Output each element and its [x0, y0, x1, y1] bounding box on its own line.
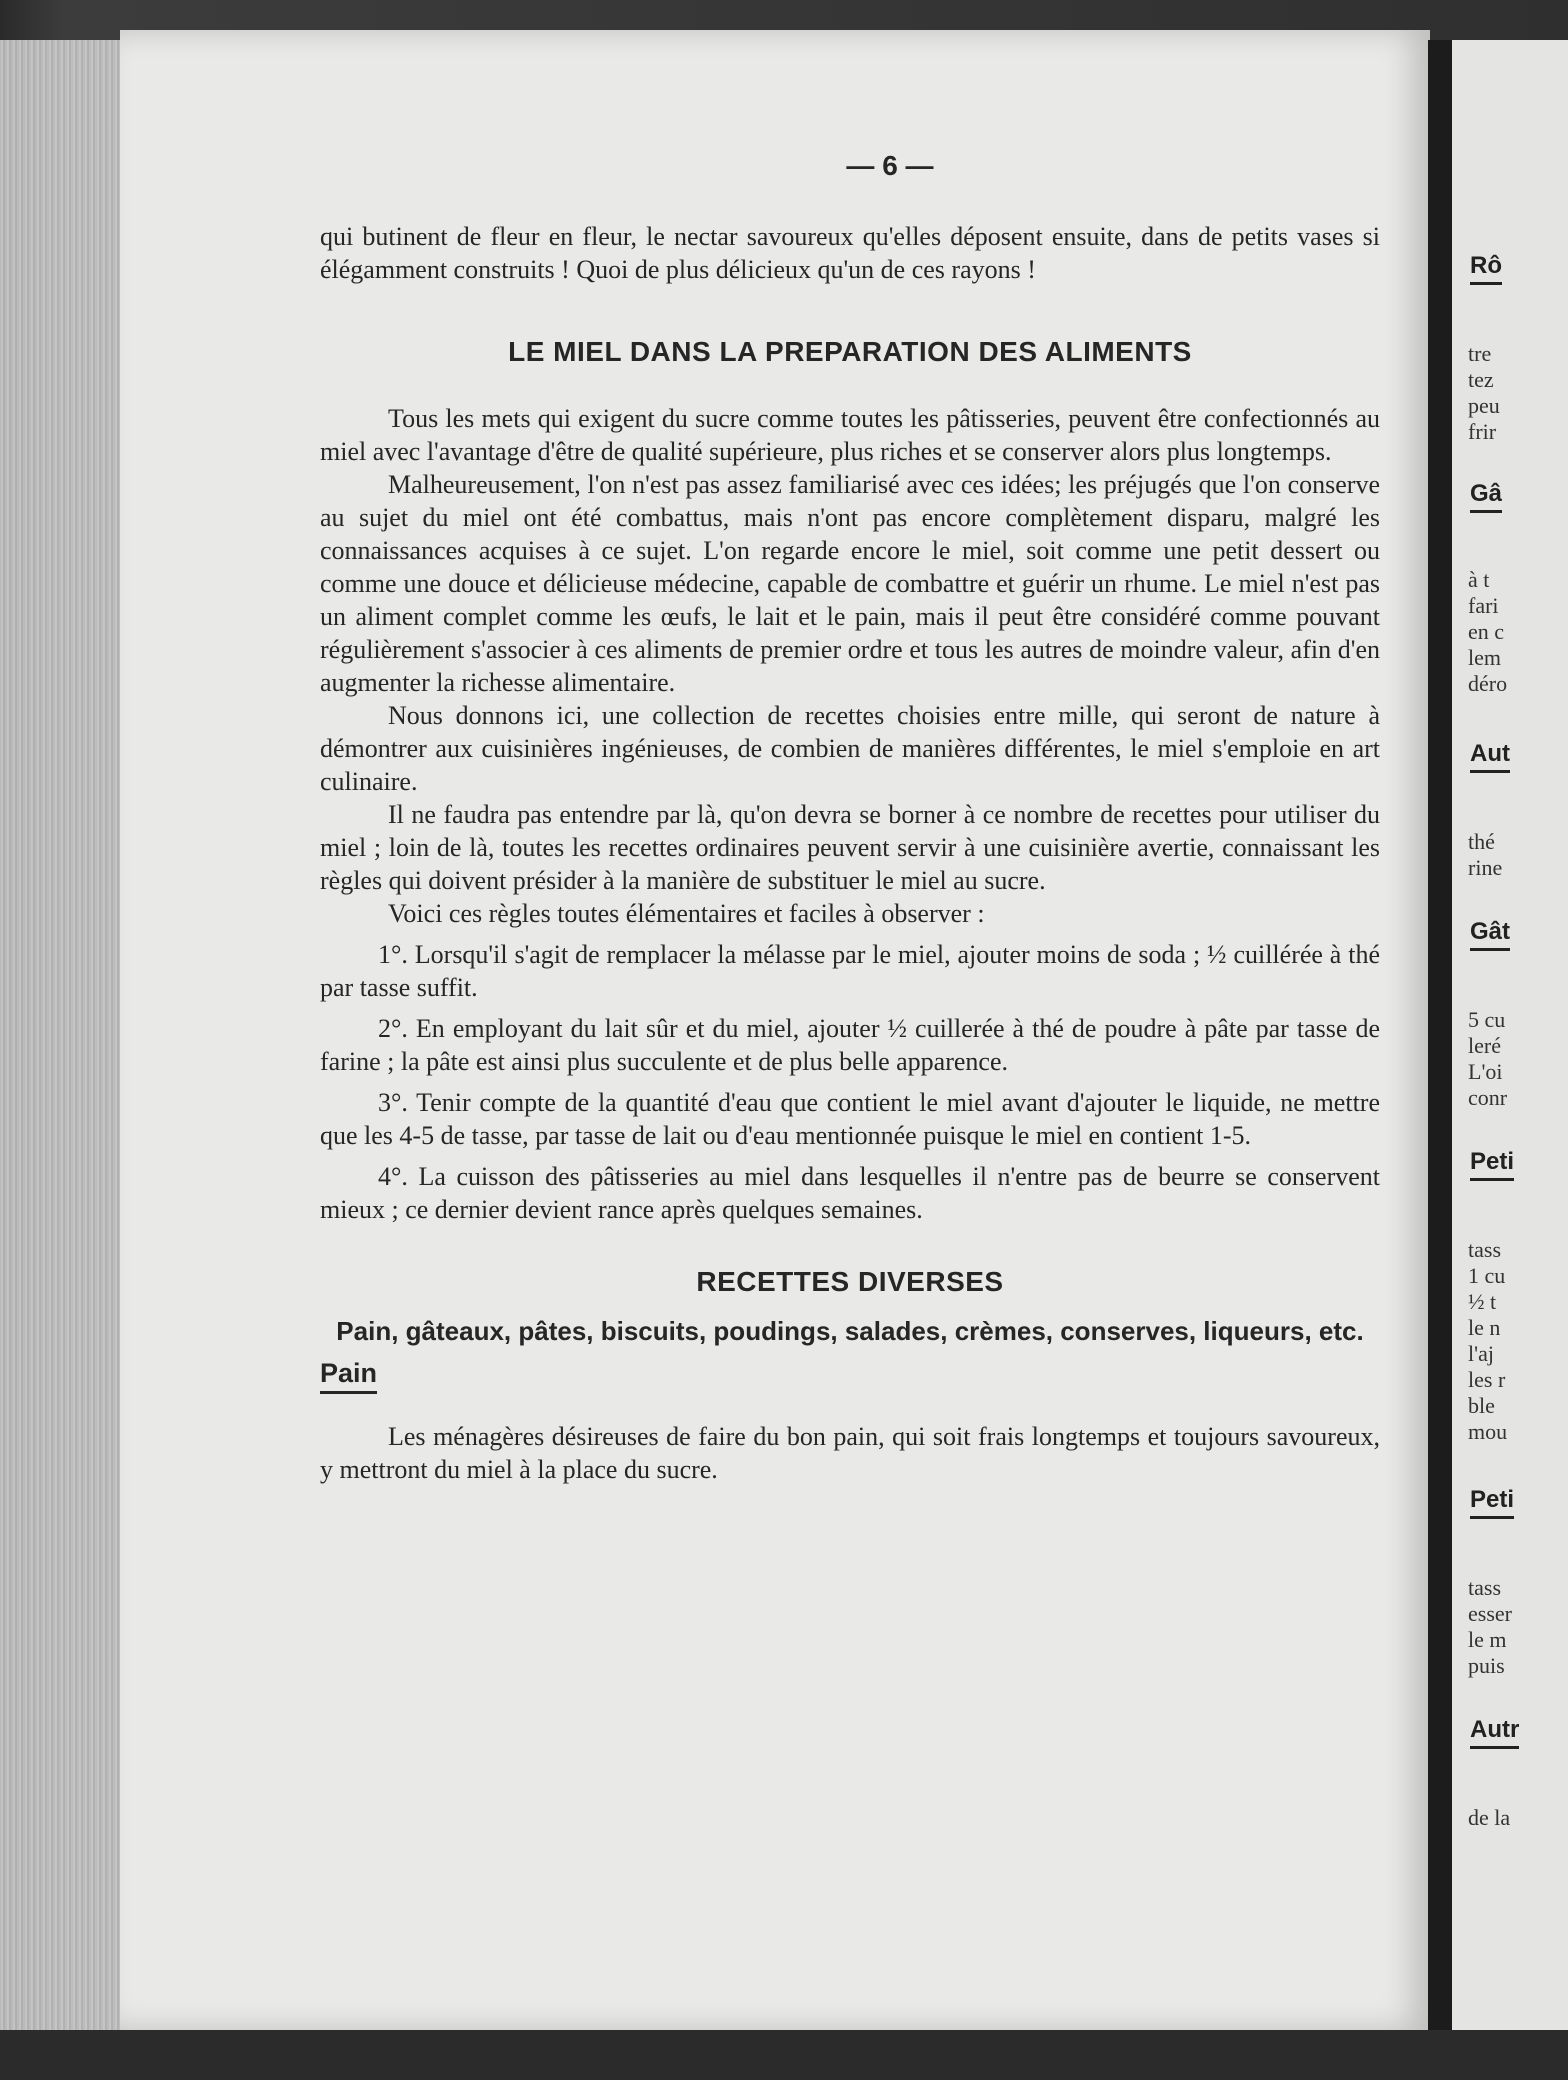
right-page-line: fari [1468, 593, 1499, 618]
right-page-line: ble [1468, 1393, 1495, 1418]
right-page-line: tass [1468, 1575, 1501, 1600]
right-page-line: puis [1468, 1653, 1505, 1678]
rule-item: 3°. Tenir compte de la quantité d'eau que contient le miel avant d'ajouter le liquide, ne mettre que les 4-5 de tasse, par tasse de lait ou d'eau mentionnée puisque le miel en contient 1-5. [320, 1088, 1380, 1150]
rule-item: 4°. La cuisson des pâtisseries au miel dans lesquelles il n'entre pas de beurre se conservent mieux ; ce dernier devient rance après quelques semaines. [320, 1162, 1380, 1224]
right-page-line: conr [1468, 1085, 1508, 1110]
right-page-heading: Gâ [1470, 480, 1502, 513]
right-page-line: 1 cu [1468, 1263, 1506, 1288]
right-page-line: ½ t [1468, 1289, 1497, 1314]
right-page-line: L'oi [1468, 1059, 1503, 1084]
rule-item: 1°. Lorsqu'il s'agit de remplacer la mélasse par le miel, ajouter moins de soda ; ½ cuillérée à thé par tasse suffit. [320, 940, 1380, 1002]
right-page-line: frir [1468, 419, 1497, 444]
right-page-line: en c [1468, 619, 1505, 644]
right-page-line: lem [1468, 645, 1501, 670]
right-page-line: tre [1468, 341, 1492, 366]
scan-bottom-edge [0, 2030, 1568, 2080]
recipes-subheading: Pain, gâteaux, pâtes, biscuits, poudings, salades, crèmes, conserves, liqueurs, etc. [336, 1316, 1364, 1346]
right-page [1452, 40, 1568, 2030]
right-page-line: déro [1468, 671, 1508, 696]
right-page-heading: Peti [1470, 1148, 1514, 1181]
right-page-line: esser [1468, 1601, 1512, 1626]
book-gutter [1428, 40, 1452, 2030]
right-page-heading: Aut [1470, 740, 1510, 773]
page-text-column [320, 150, 1380, 1486]
recipe-paragraph: Les ménagères désireuses de faire du bon pain, qui soit frais longtemps et toujours savoureux, y mettront du miel à la place du sucre. [320, 1422, 1380, 1484]
body-paragraph: Il ne faudra pas entendre par là, qu'on devra se borner à ce nombre de recettes pour utiliser du miel ; loin de là, toutes les recettes ordinaires peuvent servir à une cuisinière avertie, connaissant les règles qui doivent présider à la manière de substituer le miel au sucre. [320, 800, 1380, 895]
right-page-line: 5 cu [1468, 1007, 1506, 1032]
right-page-heading: Rô [1470, 252, 1502, 285]
right-page-line: l'aj [1468, 1341, 1494, 1366]
right-page-line: leré [1468, 1033, 1501, 1058]
section-heading-honey-in-food: LE MIEL DANS LA PREPARATION DES ALIMENTS [508, 336, 1192, 367]
right-page-heading: Peti [1470, 1486, 1514, 1519]
intro-continuation: qui butinent de fleur en fleur, le nectar savoureux qu'elles déposent ensuite, dans de petits vases si élégamment construits ! Quoi de plus délicieux qu'un de ces rayons ! [320, 222, 1380, 284]
body-paragraph: Voici ces règles toutes élémentaires et faciles à observer : [388, 899, 985, 928]
right-page-line: le n [1468, 1315, 1501, 1340]
right-page-line: de la [1468, 1805, 1511, 1830]
right-page-line: tez [1468, 367, 1494, 392]
right-page-line: le m [1468, 1627, 1507, 1652]
right-page-line: les r [1468, 1367, 1506, 1392]
right-page-line: thé [1468, 829, 1495, 854]
body-paragraph: Tous les mets qui exigent du sucre comme toutes les pâtisseries, peuvent être confectionnés au miel avec l'avantage d'être de qualité supérieure, plus riches et se conserver alors plus longtemps. [320, 404, 1380, 466]
recipe-title: Pain [320, 1358, 377, 1394]
body-paragraph: Nous donnons ici, une collection de recettes choisies entre mille, qui seront de nature à démontrer aux cuisinières ingénieuses, de combien de manières différentes, le miel s'emploie en art culinaire. [320, 701, 1380, 796]
right-page-line: rine [1468, 855, 1503, 880]
right-page-line: peu [1468, 393, 1500, 418]
page-number: — 6 — [846, 150, 934, 181]
right-page-heading: Autr [1470, 1716, 1519, 1749]
right-page-line: à t [1468, 567, 1490, 592]
rule-item: 2°. En employant du lait sûr et du miel, ajouter ½ cuillerée à thé de poudre à pâte par tasse de farine ; la pâte est ainsi plus succulente et de plus belle apparence. [320, 1014, 1380, 1076]
body-paragraph: Malheureusement, l'on n'est pas assez familiarisé avec ces idées; les préjugés que l'on conserve au sujet du miel ont été combattus, mais n'ont pas encore complètement disparu, malgré les connaissances acquises à ce sujet. L'on regarde encore le miel, soit comme une petit dessert ou comme une douce et délicieuse médecine, capable de combattre et guérir un rhume. Le miel n'est pas un aliment complet comme les œufs, le lait et le pain, mais il peut être considéré comme pouvant régulièrement s'associer à ces aliments de premier ordre et tous les autres de moindre valeur, afin d'en augmenter la richesse alimentaire. [320, 470, 1380, 697]
right-page-heading: Gât [1470, 918, 1510, 951]
right-page-line: mou [1468, 1419, 1508, 1444]
section-heading-recipes: RECETTES DIVERSES [696, 1266, 1004, 1297]
right-page-line: tass [1468, 1237, 1501, 1262]
